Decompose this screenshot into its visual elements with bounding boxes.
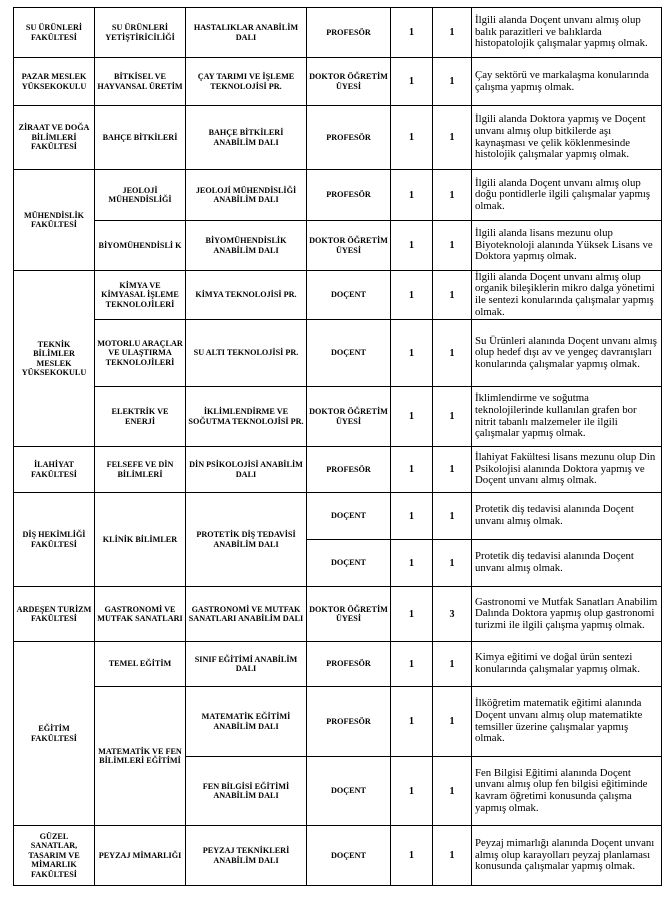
faculty-cell: SU ÜRÜNLERİ FAKÜLTESİ xyxy=(14,8,95,58)
department-cell: MOTORLU ARAÇLAR VE ULAŞTIRMA TEKNOLOJİLERİ xyxy=(95,320,186,387)
faculty-cell: ZİRAAT VE DOĞA BİLİMLERİ FAKÜLTESİ xyxy=(14,106,95,170)
requirements-cell: Fen Bilgisi Eğitimi alanında Doçent unvanı almış olup fen bilgisi eğitiminde kavram öğretimi konusunda çalışma yapmış olmak. xyxy=(472,757,662,826)
degree-cell: 1 xyxy=(391,58,433,106)
table-row xyxy=(14,320,662,387)
degree-cell: 1 xyxy=(391,493,433,540)
degree-cell: 1 xyxy=(391,642,433,687)
requirements-cell: İlgili alanda Doktora yapmış ve Doçent unvanı almış olup bitkilerde aşı kaynaşması ve çelik köklenmesinde histolojik çalışmalar yapmış olmak. xyxy=(472,106,662,170)
faculty-cell: TEKNİK BİLİMLER MESLEK YÜKSEKOKULU xyxy=(14,271,95,447)
department-cell: FELSEFE VE DİN BİLİMLERİ xyxy=(95,447,186,493)
faculty-cell: PAZAR MESLEK YÜKSEKOKULU xyxy=(14,58,95,106)
requirements-cell: İlahiyat Fakültesi lisans mezunu olup Din Psikolojisi alanında Doktora yapmış ve Doçent unvanı almış olmak. xyxy=(472,447,662,493)
table-row xyxy=(14,170,662,221)
count-cell: 1 xyxy=(433,8,472,58)
degree-cell: 1 xyxy=(391,106,433,170)
degree-cell: 1 xyxy=(391,221,433,271)
requirements-cell: İlgili alanda Doçent unvanı almış olup doğu pontidlerle ilgili çalışmalar yapmış olmak. xyxy=(472,170,662,221)
department-cell: KLİNİK BİLİMLER xyxy=(95,493,186,587)
department-cell: SU ÜRÜNLERİ YETİŞTİRİCİLİĞİ xyxy=(95,8,186,58)
requirements-cell: İklimlendirme ve soğutma teknolojilerinde kullanılan grafen bor nitrit tabanlı malzemeler ile ilgili çalışmalar yapmış olmak. xyxy=(472,387,662,447)
division-cell: SU ALTI TEKNOLOJİSİ PR. xyxy=(186,320,307,387)
requirements-cell: Peyzaj mimarlığı alanında Doçent unvanı almış olup karayolları peyzaj planlaması konusunda çalışmalar yapmış olmak. xyxy=(472,826,662,886)
division-cell: BİYOMÜHENDİSLİK ANABİLİM DALI xyxy=(186,221,307,271)
division-cell: KİMYA TEKNOLOJİSİ PR. xyxy=(186,271,307,320)
count-cell: 1 xyxy=(433,826,472,886)
table-row xyxy=(14,271,662,320)
requirements-cell: Protetik diş tedavisi alanında Doçent unvanı almış olmak. xyxy=(472,493,662,540)
count-cell: 1 xyxy=(433,320,472,387)
degree-cell: 1 xyxy=(391,170,433,221)
department-cell: BİTKİSEL VE HAYVANSAL ÜRETİM xyxy=(95,58,186,106)
division-cell: ÇAY TARIMI VE İŞLEME TEKNOLOJİSİ PR. xyxy=(186,58,307,106)
department-cell: BİYOMÜHENDİSLİ K xyxy=(95,221,186,271)
division-cell: DİN PSİKOLOJİSİ ANABİLİM DALI xyxy=(186,447,307,493)
department-cell: ELEKTRİK VE ENERJİ xyxy=(95,387,186,447)
department-cell: PEYZAJ MİMARLIĞI xyxy=(95,826,186,886)
division-cell: FEN BİLGİSİ EĞİTİMİ ANABİLİM DALI xyxy=(186,757,307,826)
count-cell: 1 xyxy=(433,687,472,757)
division-cell: İKLİMLENDİRME VE SOĞUTMA TEKNOLOJİSİ PR. xyxy=(186,387,307,447)
count-cell: 1 xyxy=(433,540,472,587)
title-cell: PROFESÖR xyxy=(307,8,391,58)
faculty-cell: EĞİTİM FAKÜLTESİ xyxy=(14,642,95,826)
count-cell: 3 xyxy=(433,587,472,642)
division-cell: JEOLOJİ MÜHENDİSLİĞİ ANABİLİM DALI xyxy=(186,170,307,221)
title-cell: DOÇENT xyxy=(307,493,391,540)
degree-cell: 1 xyxy=(391,387,433,447)
degree-cell: 1 xyxy=(391,687,433,757)
department-cell: TEMEL EĞİTİM xyxy=(95,642,186,687)
faculty-positions-table xyxy=(13,7,662,886)
title-cell: PROFESÖR xyxy=(307,687,391,757)
division-cell: BAHÇE BİTKİLERİ ANABİLİM DALI xyxy=(186,106,307,170)
faculty-cell: ARDEŞEN TURİZM FAKÜLTESİ xyxy=(14,587,95,642)
title-cell: DOKTOR ÖĞRETİM ÜYESİ xyxy=(307,58,391,106)
requirements-cell: İlgili alanda lisans mezunu olup Biyoteknoloji alanında Yüksek Lisans ve Doktora yapmış olmak. xyxy=(472,221,662,271)
table-row xyxy=(14,447,662,493)
count-cell: 1 xyxy=(433,106,472,170)
count-cell: 1 xyxy=(433,271,472,320)
requirements-cell: Çay sektörü ve markalaşma konularında çalışma yapmış olmak. xyxy=(472,58,662,106)
department-cell: KİMYA VE KİMYASAL İŞLEME TEKNOLOJİLERİ xyxy=(95,271,186,320)
title-cell: DOÇENT xyxy=(307,757,391,826)
requirements-cell: Gastronomi ve Mutfak Sanatları Anabilim Dalında Doktora yapmış olup gastronomi turizmi ile ilgili çalışma yapmış olmak. xyxy=(472,587,662,642)
table-row xyxy=(14,8,662,58)
division-cell: SINIF EĞİTİMİ ANABİLİM DALI xyxy=(186,642,307,687)
division-cell: HASTALIKLAR ANABİLİM DALI xyxy=(186,8,307,58)
degree-cell: 1 xyxy=(391,587,433,642)
requirements-cell: Kimya eğitimi ve doğal ürün sentezi konularında çalışmalar yapmış olmak. xyxy=(472,642,662,687)
count-cell: 1 xyxy=(433,387,472,447)
degree-cell: 1 xyxy=(391,320,433,387)
faculty-cell: İLAHİYAT FAKÜLTESİ xyxy=(14,447,95,493)
title-cell: DOKTOR ÖĞRETİM ÜYESİ xyxy=(307,387,391,447)
department-cell: MATEMATİK VE FEN BİLİMLERİ EĞİTİMİ xyxy=(95,687,186,826)
degree-cell: 1 xyxy=(391,757,433,826)
department-cell: BAHÇE BİTKİLERİ xyxy=(95,106,186,170)
title-cell: DOKTOR ÖĞRETİM ÜYESİ xyxy=(307,221,391,271)
requirements-cell: İlgili alanda Doçent unvanı almış olup organik bileşiklerin mikro dalga yönetimi ile sentezi konularında çalışmalar yapmış olmak. xyxy=(472,271,662,320)
title-cell: PROFESÖR xyxy=(307,170,391,221)
faculty-cell: DİŞ HEKİMLİĞİ FAKÜLTESİ xyxy=(14,493,95,587)
count-cell: 1 xyxy=(433,447,472,493)
requirements-cell: İlgili alanda Doçent unvanı almış olup balık parazitleri ve balıklarda histopatolojik çalışmalar yapmış olmak. xyxy=(472,8,662,58)
table-row xyxy=(14,642,662,687)
count-cell: 1 xyxy=(433,493,472,540)
requirements-cell: Su Ürünleri alanında Doçent unvanı almış olup hedef dışı av ve yengeç davranışları konularında çalışmalar yapmış olmak. xyxy=(472,320,662,387)
count-cell: 1 xyxy=(433,757,472,826)
degree-cell: 1 xyxy=(391,540,433,587)
title-cell: DOÇENT xyxy=(307,826,391,886)
department-cell: GASTRONOMİ VE MUTFAK SANATLARI xyxy=(95,587,186,642)
division-cell: GASTRONOMİ VE MUTFAK SANATLARI ANABİLİM DALI xyxy=(186,587,307,642)
table-row xyxy=(14,387,662,447)
degree-cell: 1 xyxy=(391,826,433,886)
department-cell: JEOLOJİ MÜHENDİSLİĞİ xyxy=(95,170,186,221)
table-row xyxy=(14,58,662,106)
table-row xyxy=(14,493,662,540)
degree-cell: 1 xyxy=(391,271,433,320)
count-cell: 1 xyxy=(433,221,472,271)
title-cell: PROFESÖR xyxy=(307,642,391,687)
count-cell: 1 xyxy=(433,642,472,687)
division-cell: PEYZAJ TEKNİKLERİ ANABİLİM DALI xyxy=(186,826,307,886)
faculty-cell: MÜHENDİSLİK FAKÜLTESİ xyxy=(14,170,95,271)
division-cell: PROTETİK DİŞ TEDAVİSİ ANABİLİM DALI xyxy=(186,493,307,587)
title-cell: PROFESÖR xyxy=(307,447,391,493)
title-cell: DOÇENT xyxy=(307,320,391,387)
table-row xyxy=(14,587,662,642)
degree-cell: 1 xyxy=(391,447,433,493)
title-cell: DOÇENT xyxy=(307,271,391,320)
count-cell: 1 xyxy=(433,58,472,106)
division-cell: MATEMATİK EĞİTİMİ ANABİLİM DALI xyxy=(186,687,307,757)
table-row xyxy=(14,687,662,757)
requirements-cell: İlköğretim matematik eğitimi alanında Doçent unvanı almış olup matematikte temsiller üzerine çalışmalar yapmış olmak. xyxy=(472,687,662,757)
title-cell: PROFESÖR xyxy=(307,106,391,170)
table-row xyxy=(14,826,662,886)
degree-cell: 1 xyxy=(391,8,433,58)
table-row xyxy=(14,106,662,170)
count-cell: 1 xyxy=(433,170,472,221)
title-cell: DOÇENT xyxy=(307,540,391,587)
requirements-cell: Protetik diş tedavisi alanında Doçent unvanı almış olmak. xyxy=(472,540,662,587)
table-row xyxy=(14,221,662,271)
faculty-cell: GÜZEL SANATLAR, TASARIM VE MİMARLIK FAKÜLTESİ xyxy=(14,826,95,886)
title-cell: DOKTOR ÖĞRETİM ÜYESİ xyxy=(307,587,391,642)
